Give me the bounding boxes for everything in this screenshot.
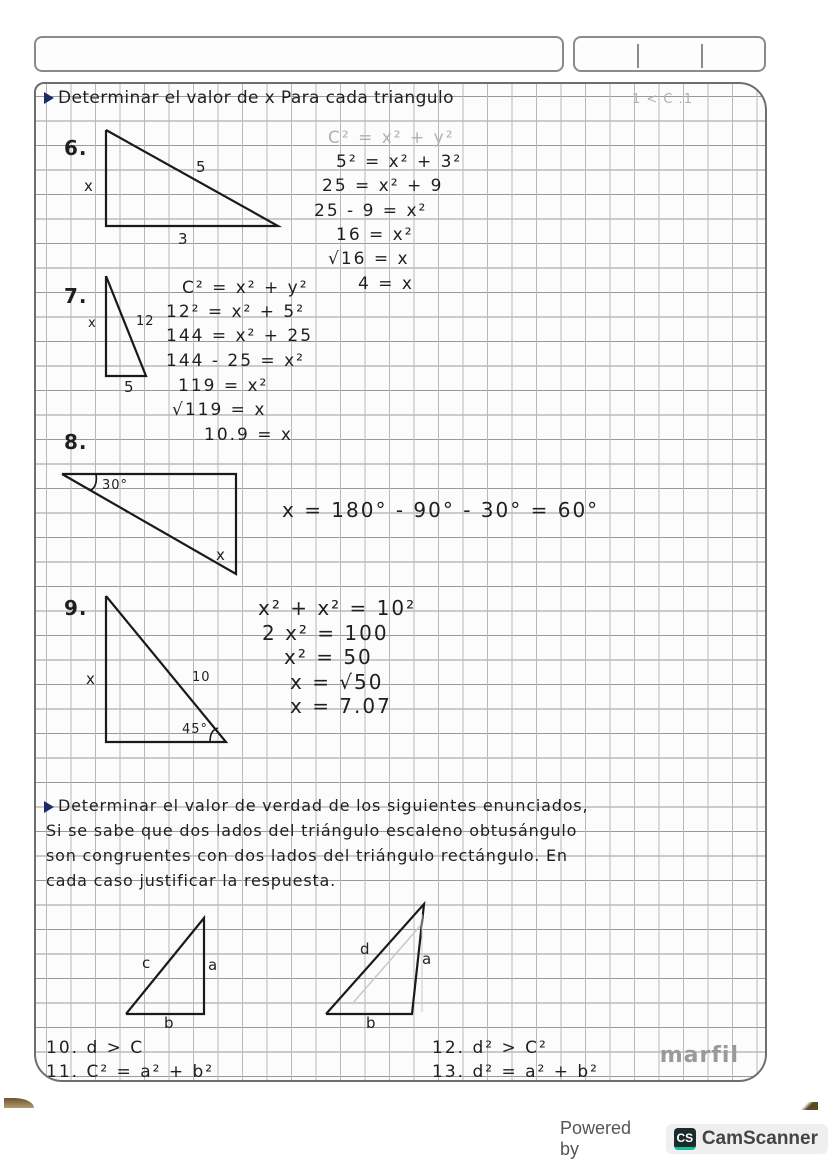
equation-step: 144 = x² + 25 <box>166 326 314 346</box>
statement-text: d > C <box>86 1038 145 1058</box>
camscanner-badge <box>666 1124 828 1154</box>
page-edge-shadow <box>796 1102 818 1110</box>
statement-number: 11. <box>46 1062 80 1082</box>
statement-11 <box>46 1062 214 1082</box>
equation-step: 25 - 9 = x² <box>314 201 428 221</box>
side-label-base: 5 <box>124 378 135 396</box>
statement-number: 13. <box>432 1062 466 1082</box>
side-label-d: d <box>360 940 371 958</box>
side-label-x: x <box>88 316 97 331</box>
equation-step: 119 = x² <box>178 376 269 396</box>
angle-label-45: 45° <box>182 722 209 737</box>
section2-instruction-line: cada caso justificar la respuesta. <box>46 871 337 890</box>
camscanner-logo-icon: CS <box>674 1128 696 1150</box>
problem-number: 7. <box>64 284 88 308</box>
equation-step: 2 x² = 100 <box>262 621 389 645</box>
instruction-text: Determinar el valor de verdad de los siguientes enunciados, <box>58 796 589 815</box>
powered-by-label: Powered by <box>560 1118 632 1159</box>
side-label-a: a <box>422 950 433 968</box>
equation-step: 144 - 25 = x² <box>166 351 305 371</box>
instruction-text: Determinar el valor de x Para cada triangulo <box>58 88 454 108</box>
equation-step: C² = x² + y² <box>182 278 309 298</box>
equation-step: √119 = x <box>172 400 267 420</box>
side-label-x: x <box>84 177 94 195</box>
equation-answer: 10.9 = x <box>204 425 293 445</box>
equation-step: x = √50 <box>290 670 384 694</box>
statement-12 <box>432 1038 548 1058</box>
problem-number: 6. <box>64 136 88 160</box>
equation-answer: x = 7.07 <box>290 694 392 718</box>
equation-step: √16 = x <box>328 249 410 269</box>
equation-answer: 4 = x <box>358 274 414 294</box>
side-label-b: b <box>164 1014 175 1032</box>
side-label-base: 3 <box>178 230 189 248</box>
side-label-hypotenuse: 10 <box>192 670 211 685</box>
notebook-title-field <box>34 36 564 72</box>
statement-number: 12. <box>432 1038 466 1058</box>
notebook-date-field <box>573 36 766 72</box>
side-label-hypotenuse: 5 <box>196 158 207 176</box>
section2-instruction-line: Si se sabe que dos lados del triángulo escaleno obtusángulo <box>46 821 578 840</box>
equation-answer: x = 180° - 90° - 30° = 60° <box>282 498 600 522</box>
angle-label-30: 30° <box>102 478 129 493</box>
equation-step: C² = x² + y² <box>328 128 455 148</box>
date-divider <box>637 44 639 68</box>
side-label-x: x <box>86 670 96 688</box>
bleed-through-text: 1 < C .1 <box>632 92 694 107</box>
equation-step: 25 = x² + 9 <box>322 176 444 196</box>
side-label-a: a <box>208 956 219 974</box>
statement-10 <box>46 1038 144 1058</box>
side-label-b: b <box>366 1014 377 1032</box>
section2-instruction-line: son congruentes con dos lados del triángulo rectángulo. En <box>46 846 568 865</box>
side-label-c: c <box>142 954 152 972</box>
grid-paper-sheet <box>34 82 767 1082</box>
problem-number: 8. <box>64 430 88 454</box>
statement-number: 10. <box>46 1038 80 1058</box>
equation-step: 16 = x² <box>336 225 414 245</box>
statement-13 <box>432 1062 599 1082</box>
equation-step: x² = 50 <box>284 645 373 669</box>
equation-step: 5² = x² + 3² <box>336 152 463 172</box>
comparison-triangles <box>36 84 767 1082</box>
notebook-brand-logo: marfil <box>659 1043 739 1068</box>
angle-label-x: x <box>216 546 226 564</box>
side-label-hypotenuse: 12 <box>136 314 155 329</box>
equation-step: 12² = x² + 5² <box>166 302 306 322</box>
equation-step: x² + x² = 10² <box>258 596 417 620</box>
camscanner-watermark <box>560 1118 828 1159</box>
problem-number: 9. <box>64 596 88 620</box>
statement-text: d² > C² <box>472 1038 548 1058</box>
statement-text: C² = a² + b² <box>86 1062 215 1082</box>
statement-text: d² = a² + b² <box>472 1062 600 1082</box>
camscanner-name: CamScanner <box>701 1128 818 1149</box>
page-edge-shadow <box>4 1098 34 1108</box>
date-divider <box>701 44 703 68</box>
